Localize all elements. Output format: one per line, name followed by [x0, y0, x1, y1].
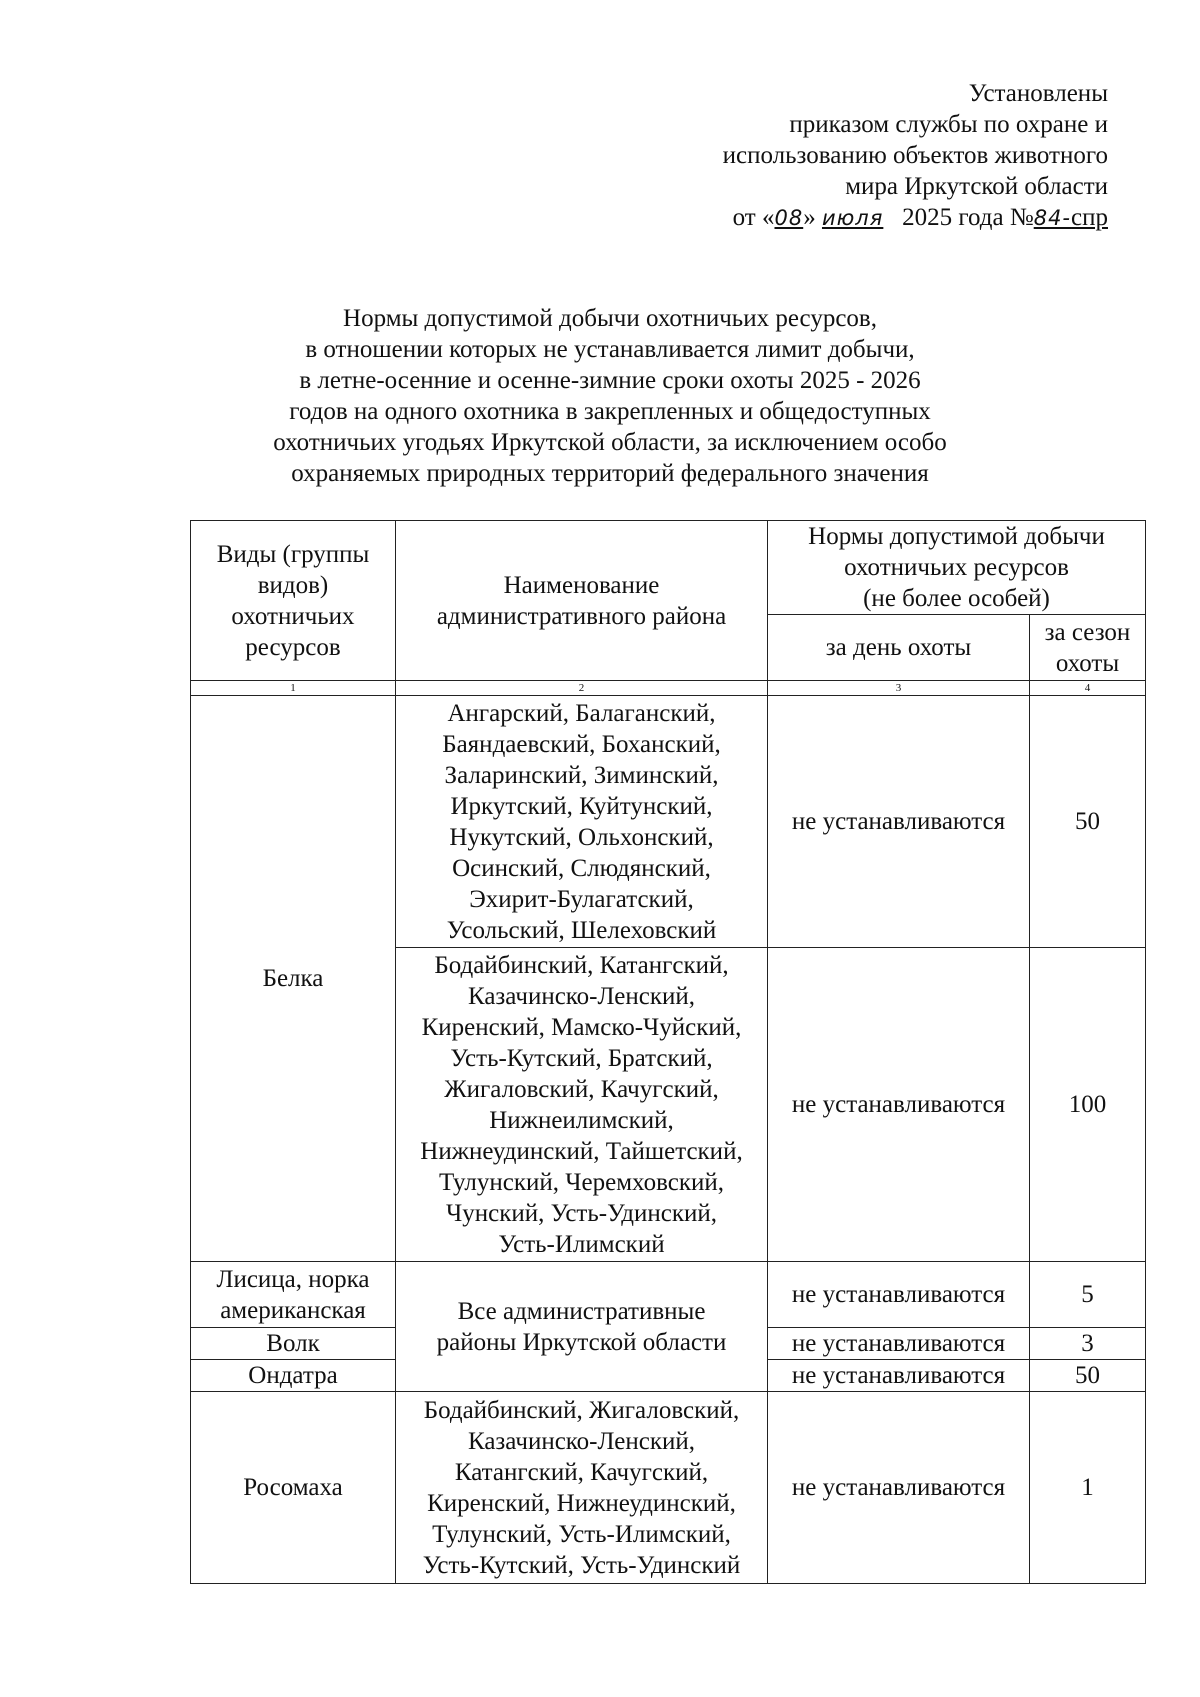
date-month-handwritten: июля — [821, 206, 884, 230]
per-season-cell: 100 — [1030, 948, 1146, 1262]
per-day-cell: не устанавливаются — [768, 1328, 1030, 1360]
title-line: Нормы допустимой добычи охотничьих ресурсов, — [343, 305, 877, 332]
approval-line: Установлены — [968, 80, 1108, 107]
districts-cell: Бодайбинский, Жигаловский, Казачинско-Ленский, Катангский, Качугский, Киренский, Нижнеудинский, Тулунский, Усть-Илимский, Усть-Кутский, Усть-Удинский — [396, 1392, 768, 1584]
per-day-cell: не устанавливаются — [768, 1360, 1030, 1392]
approval-line: мира Иркутской области — [845, 173, 1108, 200]
species-cell: Белка — [191, 696, 396, 1262]
per-season-cell: 5 — [1030, 1262, 1146, 1328]
approval-block — [723, 78, 1108, 234]
per-season-cell: 1 — [1030, 1392, 1146, 1584]
table-row — [191, 1392, 1146, 1584]
species-cell: Ондатра — [191, 1360, 396, 1392]
document-title — [180, 303, 1040, 489]
norms-table — [190, 520, 1146, 1584]
approval-line: приказом службы по охране и — [789, 111, 1108, 138]
per-season-cell: 50 — [1030, 696, 1146, 948]
title-line: годов на одного охотника в закрепленных и общедоступных — [289, 398, 931, 425]
header-norms: Нормы допустимой добычи охотничьих ресурсов (не более особей) — [768, 521, 1146, 615]
species-cell: Волк — [191, 1328, 396, 1360]
header-per-day: за день охоты — [768, 615, 1030, 681]
per-season-cell: 50 — [1030, 1360, 1146, 1392]
date-mid: » — [803, 204, 816, 231]
table-row — [191, 696, 1146, 948]
column-number: 3 — [768, 681, 1030, 696]
order-number-suffix: спр — [1071, 204, 1108, 231]
title-line: в отношении которых не устанавливается лимит добычи, — [305, 336, 915, 363]
column-number: 1 — [191, 681, 396, 696]
districts-cell: Бодайбинский, Катангский, Казачинско-Ленский, Киренский, Мамско-Чуйский, Усть-Кутский, Братский, Жигаловский, Качугский, Нижнеилимский, Нижнеудинский, Тайшетский, Тулунский, Черемховский, Чунский, Усть-Удинский, Усть-Илимский — [396, 948, 768, 1262]
column-number: 4 — [1030, 681, 1146, 696]
table-row — [191, 1262, 1146, 1328]
header-district: Наименование административного района — [396, 521, 768, 681]
per-day-cell: не устанавливаются — [768, 696, 1030, 948]
per-day-cell: не устанавливаются — [768, 1262, 1030, 1328]
title-line: охотничьих угодьях Иркутской области, за исключением особо — [273, 429, 947, 456]
column-number: 2 — [396, 681, 768, 696]
approval-line: использованию объектов животного — [722, 142, 1108, 169]
title-line: в летне-осенние и осенне-зимние сроки охоты 2025 - 2026 — [299, 367, 921, 394]
per-day-cell: не устанавливаются — [768, 1392, 1030, 1584]
approval-date-line — [723, 202, 1108, 234]
date-year-text: 2025 года № — [902, 204, 1034, 231]
per-season-cell: 3 — [1030, 1328, 1146, 1360]
districts-cell: Ангарский, Балаганский, Баяндаевский, Боханский, Заларинский, Зиминский, Иркутский, Куйтунский, Нукутский, Ольхонский, Осинский, Слюдянский, Эхирит-Булагатский, Усольский, Шелеховский — [396, 696, 768, 948]
districts-cell: Все административные районы Иркутской области — [396, 1262, 768, 1392]
date-prefix: от « — [732, 204, 775, 231]
order-number-handwritten: 84- — [1033, 206, 1072, 230]
date-day-handwritten: 08 — [774, 206, 804, 230]
column-numbers-row — [191, 681, 1146, 696]
header-row — [191, 521, 1146, 615]
title-line: охраняемых природных территорий федерального значения — [291, 460, 929, 487]
species-cell: Росомаха — [191, 1392, 396, 1584]
header-species: Виды (группы видов) охотничьих ресурсов — [191, 521, 396, 681]
per-day-cell: не устанавливаются — [768, 948, 1030, 1262]
species-cell: Лисица, норка американская — [191, 1262, 396, 1328]
header-per-season: за сезон охоты — [1030, 615, 1146, 681]
